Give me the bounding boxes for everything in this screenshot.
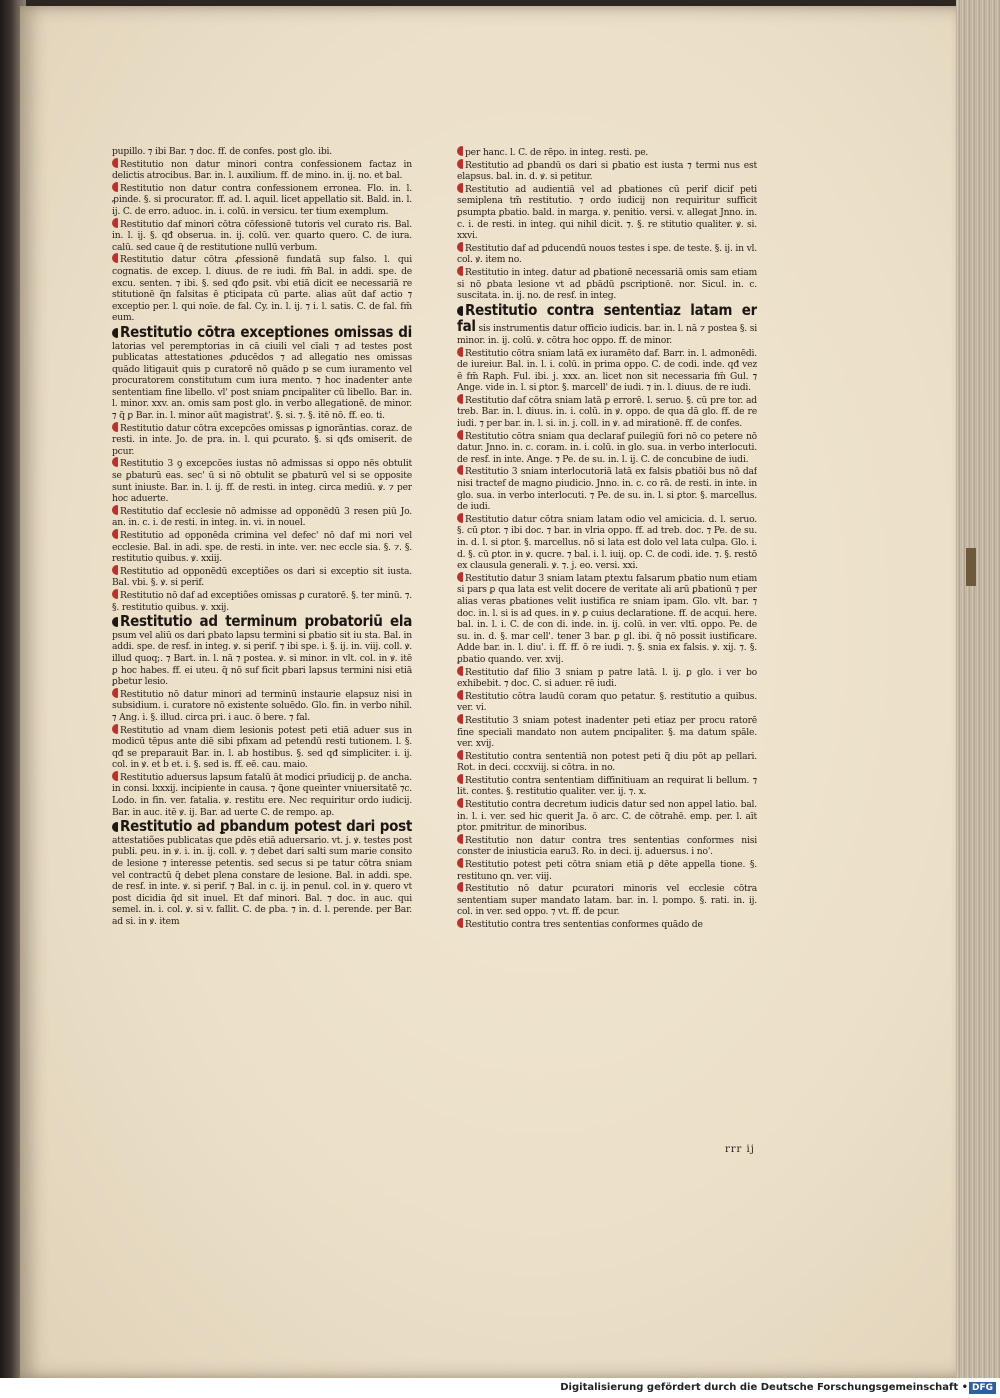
text-entry [112,613,412,688]
entry-text: sis instrumentis datur officio iudicis. bar. in. l. nā ⁊ postea §. si minor. in. ij. colū. ꝟ. cōtra hoc oppo. ff. de minor. [457,323,757,346]
entry-text: Restitutio ad audientiā vel ad ꝑbationes cū perif dicif peti semiplena tm̄ restitutio. ⁊ ordo iudicij non requiritur sufficit ꝑsumpta ꝑbatio. bald. in marga. ꝟ. penitio. versi. v. allegat Jnno. in. c. i. de resti. in integ. qui nihil dicit. ⁊. §. re stitutio qualiter. ꝟ. si. xxvi. [457,183,757,242]
paragraph-mark-icon [457,690,463,700]
entry-text: Restitutio daf cōtra sniam latā ꝑ errorē. l. seruo. §. cū pre tor. ad treb. Bar. in. l. diuus. in. i. colū. in ꝟ. oppo. de qua dā glo. ff. de re iudi. ⁊ per bar. in. l. si. in. j. coll. in ꝟ. ad mirationē. ff. de confes. [457,394,757,430]
entry-text: Restitutio non datur contra tres sententias conformes nisi conster de iniusticia earu3. Ro. in deci. ij. aduersus. i no'. [457,834,757,858]
text-entry [112,565,412,589]
paragraph-mark-icon [112,182,118,192]
entry-text: Restitutio daf minori cōtra cōfessionē tutoris vel curato ris. Bal. in. l. ij. §. qđ obserua. in. ij. colū. ver. quarto quero. C. de iura. calū. sed caue q̃ de restitutione nullū verbum. [112,218,412,253]
paragraph-mark-icon [457,858,463,868]
entry-text: Restitutio contra sententiā non potest peti q̃̃ diu pōt ap pellari. Rot. in deci. cccxviij. si cōtra. in no. [457,750,757,774]
paragraph-mark-icon [457,798,463,808]
text-entry [457,302,757,347]
text-entry [457,714,757,750]
entry-text: Restitutio in integ. datur ad ꝑbationē necessariā omis sam etiam si nō ꝑbata lesione vt ad ꝑbādū ꝑscriptionē. nor. Sicul. in. c. suscitata. in. ij. no. de resf. in integ. [457,266,757,302]
paragraph-mark-icon [112,218,118,228]
entry-heading: Restitutio cōtra exceptiones omissas di [120,322,412,341]
text-entry [112,457,412,504]
dfg-logo: DFG [969,1382,996,1394]
paragraph-mark-icon [457,750,463,760]
entry-text: Restitutio 3 ꝯ excepcōes iustas nō admissas si oppo nēs obtulit se ꝑbaturū eas. sec' ū si nō obtulit se ꝑbaturū vel si se opposite sunt iniuste. Bar. in. l. ij. ff. de resti. in integ. circa mediū. ꝟ. ⁊ per hoc aduerte. [112,458,412,505]
text-entry [112,529,412,565]
left-text-column [112,146,412,1146]
text-entry [457,882,757,918]
text-entry [457,183,757,242]
paragraph-mark-icon [112,505,118,515]
paragraph-mark-icon [112,328,118,338]
text-entry [112,218,412,254]
entry-text: per hanc. l. C. de rēpo. in integ. resti. pe. [465,147,649,158]
entry-text: Restitutio contra decretum iudicis datur sed non appel latio. bal. in. l. i. ver. sed hic querit Ja. ō arc. C. de cōtrahē. emp. per. l. aīt ꝑtor. ꝑmitritur. de minoribus. [457,799,757,834]
entry-text: Restitutio potest peti cōtra sniam etiā ꝑ dēte appella tione. §. restituno qn. ver. viij. [457,859,757,882]
entry-text: Restitutio daf ad ꝑducendū nouos testes i spe. de teste. §. ij. in vl. col. ꝟ. item no. [457,242,757,266]
text-entry [112,505,412,529]
paragraph-mark-icon [457,513,463,523]
text-entry [112,324,412,422]
paragraph-mark-icon [457,183,463,193]
paragraph-mark-icon [457,430,463,440]
text-entry [112,146,412,158]
text-entry [112,724,412,771]
paragraph-mark-icon [457,834,463,844]
paragraph-mark-icon [457,774,463,784]
paragraph-mark-icon [457,394,463,404]
entry-text: Restitutio ad ꝑbandū os dari si ꝑbatio est iusta ⁊ termi nus est elapsus. bal. in. d. ꝟ. si petitur. [457,159,757,183]
text-entry [457,242,757,266]
entry-text: Restitutio non datur minori contra confessionem factaz in delictis atrocibus. Bar. in. l. auxilium. ff. de mino. in. ij. no. et bal. [112,158,412,182]
entry-text: Restitutio nō datur minori ad terminū instaurie elapsuz nisi in subsidium. i. curatore nō existente soluēdo. Glo. fin. in verbo nihil. ⁊ Ang. i. §. illud. circa pri. i auc. ō bere. ⁊ fal. [112,688,412,723]
text-entry [457,266,757,302]
entry-text: Restitutio ad opponēda crimina vel defec' nō daf mi nori vel ecclesie. Bal. in adi. spe. de resti. in inte. ver. nec eccle sia. §. ⁊. §. restitutio quibus. ꝟ. xxiij. [112,530,412,565]
entry-text: Restitutio aduersus lapsum fatalū āt modici prīudicij ꝑ. de ancha. in consi. lxxxij. incipiente in causa. ⁊ ꝗ̃one queinter vniuersitatē ⁊c. Lodo. in fin. ver. fatalia. ꝟ. restitu ere. Nec requiritur ordo iudicij. Bar. in auc. itē ꝟ. ij. Bar. ad uerte C. de rempo. ap. [112,771,412,818]
text-entry [457,918,757,931]
paragraph-mark-icon [457,242,463,252]
text-entry [457,572,757,666]
paragraph-mark-icon [112,771,118,781]
text-entry [457,834,757,858]
text-entry [457,690,757,714]
entry-text: Restitutio 3 sniam potest inadenter peti etiaz per procu ratorē fine speciali mandato non autem ꝑncipaliter. §. ma datum spāle. ver. xvij. [457,714,757,750]
text-entry [457,666,757,690]
text-entry [457,513,757,572]
paragraph-mark-icon [112,422,118,432]
text-entry [457,798,757,834]
signature-mark: rrr ij [725,1144,755,1155]
paragraph-mark-icon [457,347,463,357]
entry-text: attestatiões publicatas que ꝑdēs etiā aduersario. vt. j. ꝟ. testes post publi. ꝑeu. in ꝟ. i. in. ij. coll. ꝟ. ⁊ debet dari salti sum marie consito de lesione ⁊ interesse petentis. sed secus si pe tatur cōtra sniam vel contractū q̃ debet plena constare de lesione. Bal. in addi. spe. de resf. in inte. ꝟ. si perif. ⁊ Bal. in c. ij. in penul. col. in ꝟ. quero vt post dicidia q̃d sit inuel. Et daf minori. Bal. ⁊ doc. in auc. qui semel. in. i. col. ꝟ. si v. fallit. C. de ꝑba. ⁊ in. d. l. perende. per Bar. ad si. in ꝟ. item [112,834,412,927]
entry-text: Restitutio cōtra sniam latā ex iuramēto daf. Barr. in. l. admonēdi. de iureiur. Bal. in. l. i. colū. in prima oppo. C. de codi. inde. qđ vez ē fm̄ Raph. Ful. ibi. j. xxx. an. licet non sit necessaria fm̄ Gul. ⁊ Ange. vide in. l. si ꝑtor. §. marcell' de iudi. ⁊ in. l. diuus. de re iudi. [457,347,757,394]
entry-text: Restitutio ad vnam diem lesionis potest peti etiā aduer sus in modicū tēpus ante diē sibi pfixam ad petendū resti tutionem. l. §. qđ se preparauit Bar. in. l. ab hostibus. §. sed qđ simpliciter. i. ij. col. in ꝟ. et ḃ et. i. §. sed is. ff. eē. cau. maio. [112,724,412,771]
text-entry [457,430,757,466]
entry-text: latorias vel peremptorias in cā ciuili vel cīali ⁊ ad testes post publicatas attestationes ꝓducēdos ⁊ ad allegatio nes omissas quādo litigauit quis p curatorē nō quādo p se cum iuramento vel procuratorem constitutum cum iura mento. ⁊ hoc inadenter ante sententiam fine libello. vl' post sniam ꝑncipaliter cū libello. Bar. in. l. minor. xxv. an. omis sam post glo. in verbo allegationē. de minor. ⁊ q̃ ꝑ Bar. in. l. minor aūt magistrat'. §. si. ⁊. §. itē nō. ff. eo. ti. [112,340,412,422]
entry-text: Restitutio daf filio 3 sniam p patre latā. l. ij. ꝑ glo. i ver bo exhibebit. ⁊ doc. C. si aduer. rē iudi. [457,666,757,690]
paragraph-mark-icon [457,159,463,169]
footer-credit: Digitalisierung gefördert durch die Deutsche Forschungsgemeinschaft • [560,1382,968,1393]
text-entry [457,750,757,774]
paragraph-mark-icon [457,266,463,276]
text-entry [112,182,412,218]
page-marker-tab [966,548,976,586]
entry-text: Restitutio contra sententiam diffinitiuam an requirat li bellum. ⁊ lit. contes. §. restitutio qualiter. ver. ij. ⁊. x. [457,774,757,798]
paragraph-mark-icon [112,617,118,627]
paragraph-mark-icon [457,465,463,475]
paragraph-mark-icon [112,529,118,539]
paragraph-mark-icon [112,589,118,599]
paragraph-mark-icon [112,822,118,832]
paragraph-mark-icon [457,882,463,892]
text-entry [112,422,412,458]
entry-text: Restitutio datur cōtra ꝓfessionē fundatā sup falso. l. qui cognatis. de excep. l. diuus. de re iudi. fm̄ Bal. in addi. spe. de excu. senten. ⁊ ibi. §. sed qđo ꝑsit. vbi etiā dicit ee necessariā re stitutionē q̃n falsitas ē ꝑticipata cū parte. alias aūt daf actio ⁊ exceptio per. l. qui noīe. de fal. Cy. in. l. ij. ⁊ i. l. satis. C. de fal. fm̄ eum. [112,254,412,324]
entry-heading: Restitutio contra sententiaz latam er fal [457,300,757,336]
text-entry [457,465,757,512]
text-entry [112,688,412,724]
entry-heading: Restitutio ad ꝑbandum potest dari post [120,817,412,836]
entry-text: Restitutio nō daf ad exceptiões omissas ꝑ curatorē. §. ter minū. ⁊. §. restitutio quibus. ꝟ. xxij. [112,589,412,613]
entry-text: Restitutio contra tres sententias conformes quādo de [465,919,703,930]
entry-text: Restitutio nō datur ꝑcuratori minoris vel ecclesie cōtra sententiam super mandato latam. bar. in. l. pompo. §. rati. in. ij. col. in ver. sed oppo. ⁊ vt. ff. de pcur. [457,883,757,918]
entry-text: Restitutio non datur contra confessionem erronea. Flo. in. l. ꝓinde. §. si procurator. ff. ad. l. aquil. licet appellatio sit. Bald. in. l. ij. C. de erro. aduoc. in. i. colū. in versicu. ter tium exemplum. [112,182,412,217]
paragraph-mark-icon [112,688,118,698]
text-entry [457,858,757,882]
text-entry [457,394,757,430]
entry-heading: Restitutio ad terminum probatoriū ela [120,612,412,631]
entry-text: Restitutio ad opponēdū exceptiões os dari si exceptio sit iusta. Bal. vbi. §. ꝟ. si perif. [112,565,412,589]
book-page [20,6,962,1378]
paragraph-mark-icon [457,918,463,928]
entry-text: psum vel aliū os dari ꝑbato lapsu termini si ꝑbatio sit iu sta. Bal. in addi. spe. de resf. in integ. ꝟ. si perif. ⁊ ibi spe. i. §. ij. in. viij. coll. ꝟ. illud quoq;. ⁊ Bart. in. l. nā ⁊ postea. ꝟ. si minor. in vlt. col. in ꝟ. itē ꝑ hoc habes. ff. ei uteu. q̃ nō suf ficit ꝑbari lapsus termini nisi etiā ꝑbetur lesio. [112,629,412,688]
text-entry [112,818,412,927]
paragraph-mark-icon [457,666,463,676]
text-entry [112,771,412,818]
digitization-footer [0,1378,1000,1398]
entry-text: Restitutio datur cōtra excepcōes omissas ꝑ ignorāntias. coraz. de resti. in inte. Jo. de pra. in. l. qui ꝑcurato. §. si qđs omiserit. de pcur. [112,422,412,457]
paragraph-mark-icon [457,306,463,316]
text-entry [457,774,757,798]
entry-text: Restitutio 3 sniam interlocutoriā latā ex falsis ꝑbatiōi bus nō daf nisi tractef de magno ꝑiudicio. Jnno. in. c. co rā. de resti. in inte. in glo. sua. in verbo interlocuti. ⁊ Pe. de su. in. l. si ꝑtor. §. marcellus. de iudi. [457,466,757,513]
paragraph-mark-icon [457,572,463,582]
entry-text: Restitutio datur cōtra sniam latam odio vel amicicia. d. l. seruo. §. cū ꝑtor. ⁊ ibi doc. ⁊ bar. in vlria oppo. ff. ad treb. doc. ⁊ Pe. de su. in. d. l. si ꝑtor. §. marcellus. nō si lata est dolo vel lata culpa. Glo. i. d. §. cū ꝑtor. in ꝟ. qucre. ⁊ bal. i. l. iuij. op. C. de codi. ide. ⁊. §. restō ex clausula generali. ꝟ. ⁊. j. eo. versi. xxi. [457,513,757,572]
right-text-column [457,146,757,1156]
entry-text: pupillo. ⁊ ibi Bar. ⁊ doc. ff. de confes. post glo. ibi. [112,146,332,157]
paragraph-mark-icon [112,457,118,467]
text-entry [457,146,757,159]
paragraph-mark-icon [112,724,118,734]
paragraph-mark-icon [112,158,118,168]
entry-text: Restitutio cōtra laudū coram quo petatur. §. restitutio a quibus. ver. vi. [457,690,757,714]
text-entry [112,589,412,613]
entry-text: Restitutio daf ecclesie nō admisse ad opponēdū 3 resen piū Jo. an. in. c. i. de resti. in integ. in. vi. in nouel. [112,505,412,529]
page-edges [956,0,1000,1378]
entry-text: Restitutio cōtra sniam qua declaraf ꝑuilegiū fori nō co petere nō datur. Jnno. in. c. coram. in. i. colū. in glo. sua. in verbo interlocuti. de resf. in inte. Ange. ⁊ Pe. de su. in. l. ij. C. de concubine de iudi. [457,430,757,465]
paragraph-mark-icon [112,565,118,575]
text-entry [457,347,757,394]
paragraph-mark-icon [457,714,463,724]
text-entry [457,159,757,183]
paragraph-mark-icon [112,253,118,263]
text-entry [112,158,412,182]
entry-text: Restitutio datur 3 sniam latam ꝑtextu falsarum ꝑbatio num etiam si pars ꝑ qua lata est velit docere de veritate ali arū ꝑbationū ⁊ per alias veras ꝑbationes velit iustifica re sniam ipam. Glo. vlt. bar. ⁊ doc. in. l. si is ad ques. in ꝟ. ꝑ cuius declaratione. ff. de acqui. here. bal. in. l. i. C. de con di. inde. in. ij. colū. in ver. vltī. oppo. Pe. de su. in. d. §. mar cell'. tener 3 bar. ꝑ gl. ibi. q̃ nō possit iustificare. Adde bar. in. l. diu'. i. ff. ff. ō re iudi. ⁊. §. snia ex falsis. ꝟ. xij. ⁊. §. ꝑbatio quando. ver. xvij. [457,572,757,665]
paragraph-mark-icon [457,146,463,156]
text-entry [112,253,412,324]
